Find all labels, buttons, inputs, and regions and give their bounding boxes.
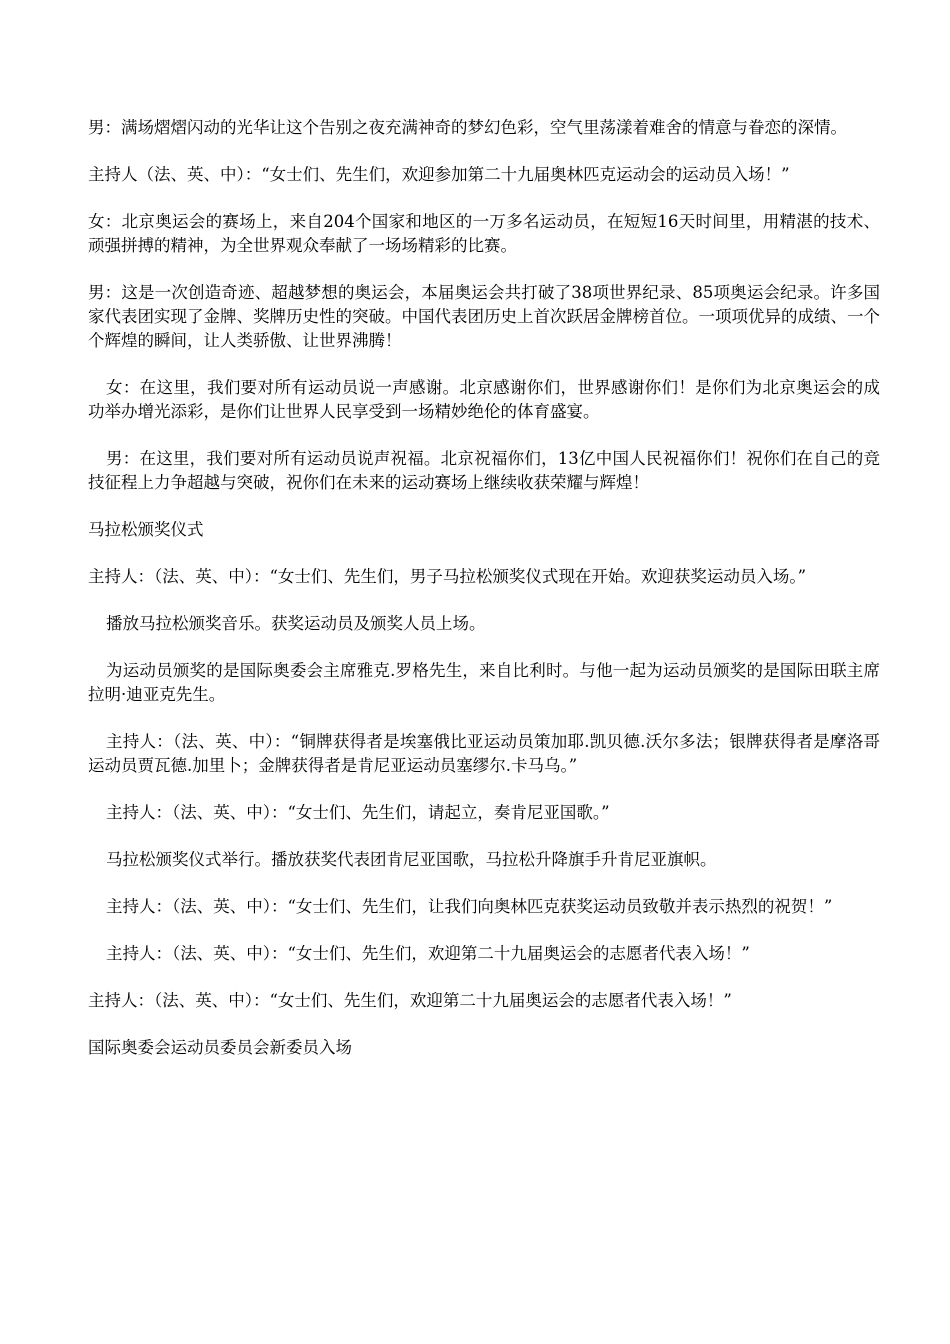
paragraph-3: 女：北京奥运会的赛场上，来自204个国家和地区的一万多名运动员，在短短16天时间里，用精湛的技术、顽强拼搏的精神，为全世界观众奉献了一场场精彩的比赛。 — [88, 212, 880, 255]
paragraph-4: 男：这是一次创造奇迹、超越梦想的奥运会，本届奥运会共打破了38项世界纪录、85项奥运会纪录。许多国家代表团实现了金牌、奖牌历史性的突破。中国代表团历史上首次跃居金牌榜首位。一项项优异的成绩、一个个辉煌的瞬间，让人类骄傲、让世界沸腾！ — [88, 283, 880, 350]
paragraph-1: 男：满场熠熠闪动的光华让这个告别之夜充满神奇的梦幻色彩，空气里荡漾着难舍的情意与眷恋的深情。 — [88, 118, 847, 137]
paragraph-2: 主持人（法、英、中）：“女士们、先生们，欢迎参加第二十九届奥林匹克运动会的运动员入场！” — [88, 165, 790, 184]
paragraph-10: 为运动员颁奖的是国际奥委会主席雅克.罗格先生，来自比利时。与他一起为运动员颁奖的是国际田联主席拉明·迪亚克先生。 — [88, 661, 880, 704]
section-heading-athletes-commission: 国际奥委会运动员委员会新委员入场 — [88, 1038, 352, 1057]
paragraph-12: 主持人：（法、英、中）：“女士们、先生们，请起立，奏肯尼亚国歌。” — [106, 803, 610, 822]
paragraph-14: 主持人：（法、英、中）：“女士们、先生们，让我们向奥林匹克获奖运动员致敬并表示热烈的祝贺！” — [106, 897, 833, 916]
paragraph-6: 男：在这里，我们要对所有运动员说声祝福。北京祝福你们，13亿中国人民祝福你们！祝你们在自己的竞技征程上力争超越与突破，祝你们在未来的运动赛场上继续收获荣耀与辉煌！ — [88, 449, 880, 492]
paragraph-8: 主持人：（法、英、中）：“女士们、先生们，男子马拉松颁奖仪式现在开始。欢迎获奖运动员入场。” — [88, 567, 807, 586]
paragraph-9: 播放马拉松颁奖音乐。获奖运动员及颁奖人员上场。 — [106, 614, 486, 633]
paragraph-11: 主持人：（法、英、中）：“铜牌获得者是埃塞俄比亚运动员策加耶.凯贝德.沃尔多法；银牌获得者是摩洛哥运动员贾瓦德.加里卜；金牌获得者是肯尼亚运动员塞缪尔.卡马乌。” — [88, 732, 880, 775]
paragraph-5: 女：在这里，我们要对所有运动员说一声感谢。北京感谢你们，世界感谢你们！是你们为北京奥运会的成功举办增光添彩，是你们让世界人民享受到一场精妙绝伦的体育盛宴。 — [88, 378, 880, 421]
paragraph-15: 主持人：（法、英、中）：“女士们、先生们，欢迎第二十九届奥运会的志愿者代表入场！” — [106, 944, 750, 963]
paragraph-16: 主持人：（法、英、中）：“女士们、先生们，欢迎第二十九届奥运会的志愿者代表入场！” — [88, 991, 732, 1010]
paragraph-13: 马拉松颁奖仪式举行。播放获奖代表团肯尼亚国歌，马拉松升降旗手升肯尼亚旗帜。 — [106, 850, 717, 869]
section-heading-marathon: 马拉松颁奖仪式 — [88, 520, 204, 539]
document-page — [88, 116, 880, 1083]
